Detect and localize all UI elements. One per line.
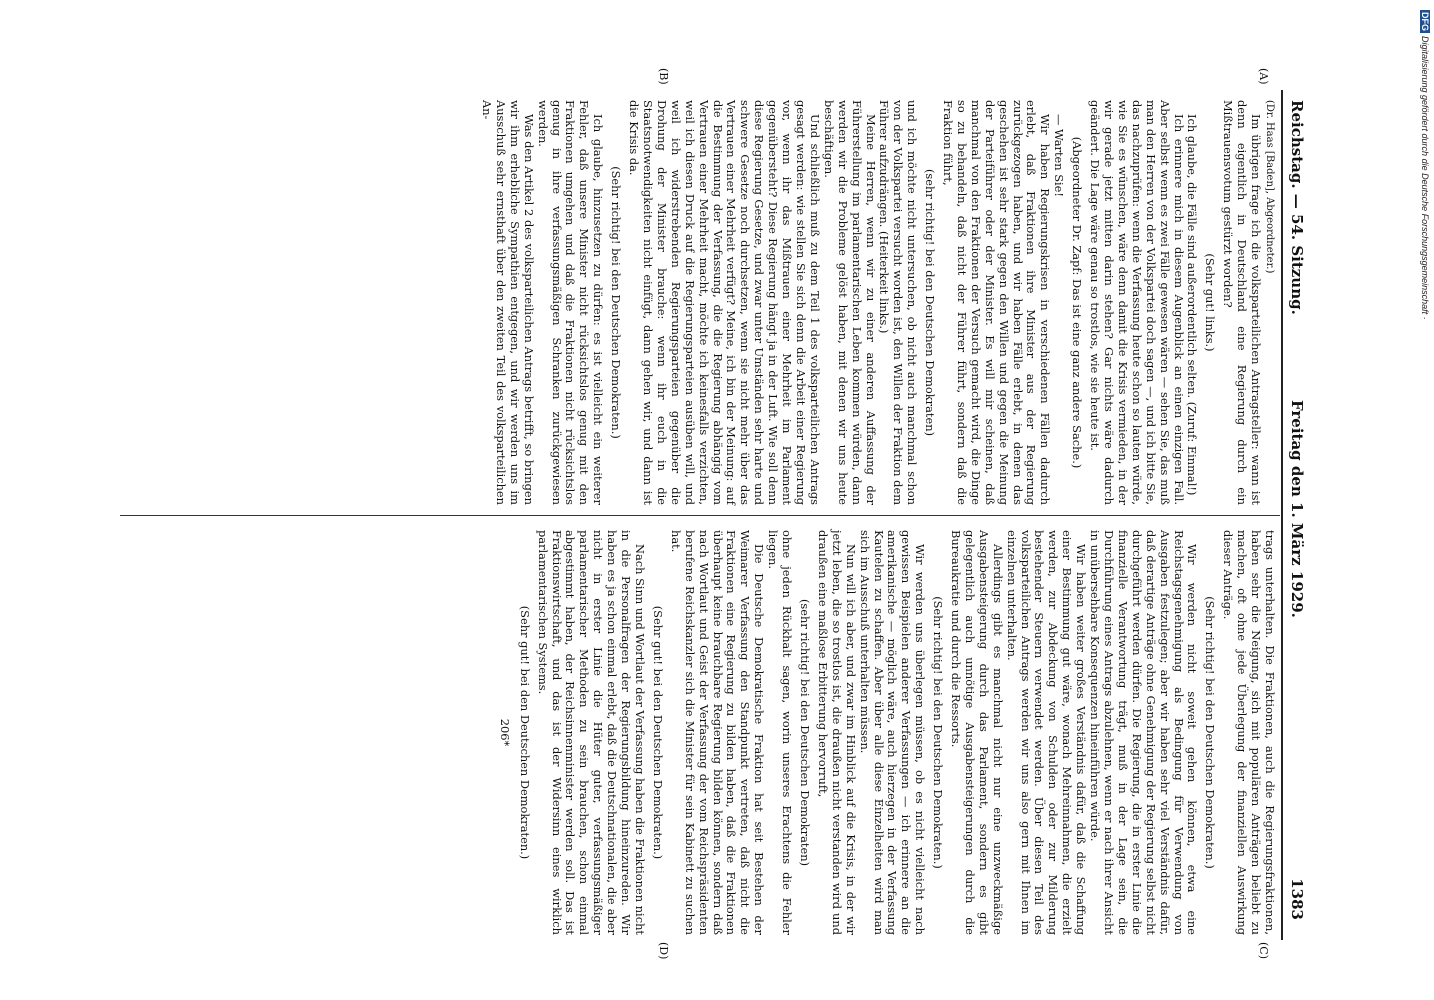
digitization-note [1418, 10, 1428, 990]
paragraph: Wir werden uns überlegen müssen, ob es nicht vielleicht nach gewissen Beispielen anderer Verfassungen — ich erinnere an die amerikanische — möglich wäre, auch hierzegen in der Verfassung Kautelen zu schaffen. Aber über alle diese Einzelheiten wird man sich im Ausschuß unterhalten müssen. [857, 530, 928, 935]
paragraph: ohne jeden Rückhalt sagen, worin unseres Erachtens die Fehler liegen. [766, 530, 795, 935]
paragraph: Nun will ich aber, und zwar im Hinblick auf die Krisis, in der wir jetzt leben, die so trostlos ist, die draußen nicht verstanden wird und draußen eine maßlose Erbitterung hervorruft, [815, 530, 858, 935]
page-number: 1383 [1288, 878, 1306, 920]
interjection: (Sehr gut! links.) [1203, 253, 1218, 352]
speaker-header: (Dr. Haas [Baden], Abgeordneter.) [1264, 100, 1275, 274]
left-column [479, 100, 1276, 505]
dfg-logo: DFG [1420, 12, 1430, 31]
paragraph: Ich glaube, die Fälle sind außerordentlich selten. (Zuruf: Einmal!) [1185, 114, 1200, 496]
interjection: (sehr richtig! bei den Deutschen Demokraten) [798, 598, 812, 867]
paragraph: Allerdings gibt es manchmal nicht nur eine unzweckmäßige Ausgabensteigerung durch das Parlament, sondern es gibt gelegentlich auch unnötige Ausgabensteigerungen durch die Bureaukratie und durch die Ressorts. [949, 530, 1005, 935]
paragraph: Wir werden nicht soweit gehen können, etwa eine Reichstagsgenehmigung als Bedingung für Verwendung von Ausgaben festzulegen; aber wir haben sehr viel Verständnis dafür, daß derartige Anträge ohne Genehmigung der Regierung selbst nicht durchgeführt werden dürfen. Die Regierung, die in erster Linie die finanzielle Verantwortung trägt, muß in der Lage sein, die Durchführung eines Antrags abzulehnen, wenn er nach ihrer Ansicht in unübersehbare Konsequenzen hineinführen würde. [1088, 530, 1200, 935]
running-header [1282, 100, 1310, 920]
paragraph: Ich glaube, hinzusetzen zu dürfen: es ist vielleicht ein weiterer Fehler, daß unsere Minister nicht rücksichtslos genug mit den Fraktionen umgehen und daß die Fraktionen nicht rücksichtslos genug in ihre verfassungsmäßigen Schranken zurückgewiesen werden. [535, 100, 606, 505]
header-rule [1281, 90, 1283, 940]
column-divider [120, 515, 1280, 516]
paragraph: und ich möchte nicht untersuchen, ob nicht auch manchmal schon von der Volkspartei versucht worden ist, den Willen der Fraktion dem Führer aufzudrängen. (Heiterkeit links.) [877, 100, 920, 505]
interjection: (Sehr gut! bei den Deutschen Demokraten.) [650, 605, 665, 860]
paragraph: Die Deutsche Demokratische Fraktion hat seit Bestehen der Weimarer Verfassung den Standpunkt vertreten, daß nicht die Fraktionen eine Regierung zu bilden haben, daß die Fraktionen überhaupt keine brauchbare Regierung bilden können, sondern daß nach Wortlaut und Geist der Verfassung der vom Reichspräsidenten berufene Reichskanzler sich die Minister für sein Kabinett zu suchen hat. [668, 530, 767, 935]
margin-marker-c: (C) [1257, 942, 1270, 959]
margin-marker-a: (A) [1257, 68, 1270, 85]
paragraph: Ich erinnere mich in diesem Augenblick an einen einzigen Fall. Aber selbst wenn es zwei Fälle gewesen wären — sehen Sie, das muß man den Herren von der Volkspartei doch sagen —, und ich bitte Sie, das nachzuprüfen: wenn die Verfassung heute schon so lauten würde, wie Sie es wünschen, wäre denn damit die Krisis vermieden, in der wir gerade jetzt mitten darin stehen? Gar nichts wäre dadurch geändert. Die Lage wäre genau so trostlos, wie sie heute ist. [1088, 100, 1186, 505]
paragraph: Nach Sinn und Wortlaut der Verfassung haben die Fraktionen nicht in die Personalfragen der Regierungsbildung hineinzureden. Wir haben es ja schon einmal erlebt, daß die Deutschnationalen, die aber nicht in erster Linie die Hüter guter, verfassungsmäßiger parlamentarischer Methoden zu sein brauchen, schon einmal abgestimmt haben, der Reichsinnenminister werden soll. Das ist Fraktionswirtschaft, und das ist der Widersinn eines wirklich parlamentarischen Systems. [535, 530, 648, 935]
interjection: (Sehr richtig! bei den Deutschen Demokraten.) [1203, 596, 1218, 869]
digitization-text: Digitalisierung gefördert durch die Deutsche Forschungsgemeinschaft · [1420, 36, 1430, 320]
paragraph: Wir haben Regierungskrisen in verschiedenen Fällen dadurch erlebt, daß Fraktionen ihre Minister aus der Regierung zurückgezogen haben, und wir haben Fälle erlebt, in denen das geschehen ist sehr stark gegen den Willen und gegen die Meinung der Parteiführer oder der Minister. Es will mir scheinen, daß manchmal von den Fraktionen der Versuch gemacht wird, die Dinge so zu behandeln, daß nicht der Führer führt, sondern daß die Fraktion führt, [941, 100, 1053, 505]
right-column [493, 530, 1276, 935]
interjection: (sehr richtig! bei den Deutschen Demokraten) [923, 168, 938, 437]
interjection: (Abgeordneter Dr. Zapf: Das ist eine ganz andere Sache.) [1070, 136, 1085, 469]
paragraph: Meine Herren, wenn wir zu einer anderen Auffassung der Führerstellung im parlamentarischen Leben kommen würden, dann werden wir die Probleme gelöst haben, mit denen wir uns heute beschäftigen. [821, 100, 878, 505]
paragraph: trags unterhalten. Die Fraktionen, auch die Regierungsfraktionen, haben sehr die Neigung, sich mit populären Anträgen beliebt zu machen, oft ohne jede Überlegung der finanziellen Auswirkung dieser Anträge. [1221, 530, 1277, 935]
paragraph: Im übrigen frage ich die volksparteilichen Antragsteller: wann ist denn eigentlich in Deutschland eine Regierung durch ein Mißtrauensvotum gestürzt worden? [1221, 100, 1264, 505]
margin-marker-b: (B) [657, 68, 670, 85]
header-left: Reichstag. — 54. Sitzung. [1288, 100, 1306, 315]
interjection: (Sehr gut! bei den Deutschen Demokraten.) [517, 605, 532, 860]
margin-marker-d: (D) [657, 942, 670, 960]
paragraph: Was den Artikel 2 des volksparteilichen Antrags betrifft, so bringen wir ihm erhebliche Sympathien entgegen, und wir werden uns im Ausschuß sehr ernsthaft über den zweiten Teil des volksparteilichen An- [480, 100, 536, 505]
paragraph: — Warten Sie! [1052, 114, 1067, 198]
interjection: (Sehr richtig! bei den Deutschen Demokraten.) [609, 166, 624, 439]
signature-mark: 206* [497, 718, 512, 747]
rotated-page-stage [100, 68, 1310, 960]
paragraph: Wir haben weiter großes Verständnis dafür, daß die Schaffung einer Bestimmung gut wäre, wonach Mehreinnahmen, die erzielt werden, zur Abdeckung von Schulden oder zur Milderung bestehender Steuern verwendet werden. Über diesen Teil des volksparteilichen Antrags werden wir uns also gern mit Ihnen im einzelnen unterhalten. [1004, 530, 1089, 935]
document-page [100, 68, 1310, 960]
header-date: Freitag den 1. März 1929. [1288, 400, 1306, 618]
paragraph: Und schließlich muß zu dem Teil 1 des volksparteilichen Antrags gesagt werden: wie stellen Sie sich denn die Arbeit einer Regierung vor, wenn ihr das Mißtrauen einer Mehrheit im Parlament gegenübersteht? Diese Regierung hängt ja in der Luft. Wie soll denn diese Regierung Gesetze, und zwar unter Umständen sehr harte und schwere Gesetze noch durchsetzen, wenn sie nicht mehr über das Vertrauen einer Mehrheit verfügt? Meine, ich bin der Meinung: auf die Bestimmung der Verfassung, die die Regierung abhängig vom Vertrauen einer Mehrheit macht, möchte ich keinesfalls verzichten, weil ich diesen Druck auf die Regierungsparteien ausüben will, und weil ich widerstrebenden Regierungsparteien gegenüber die Drohung der Minister brauche: wenn ihr euch in die Staatsnotwendigkeiten nicht einfügt, dann gehen wir, und dann ist die Krisis da. [627, 100, 822, 505]
interjection: (Sehr richtig! bei den Deutschen Demokraten.) [931, 596, 946, 869]
